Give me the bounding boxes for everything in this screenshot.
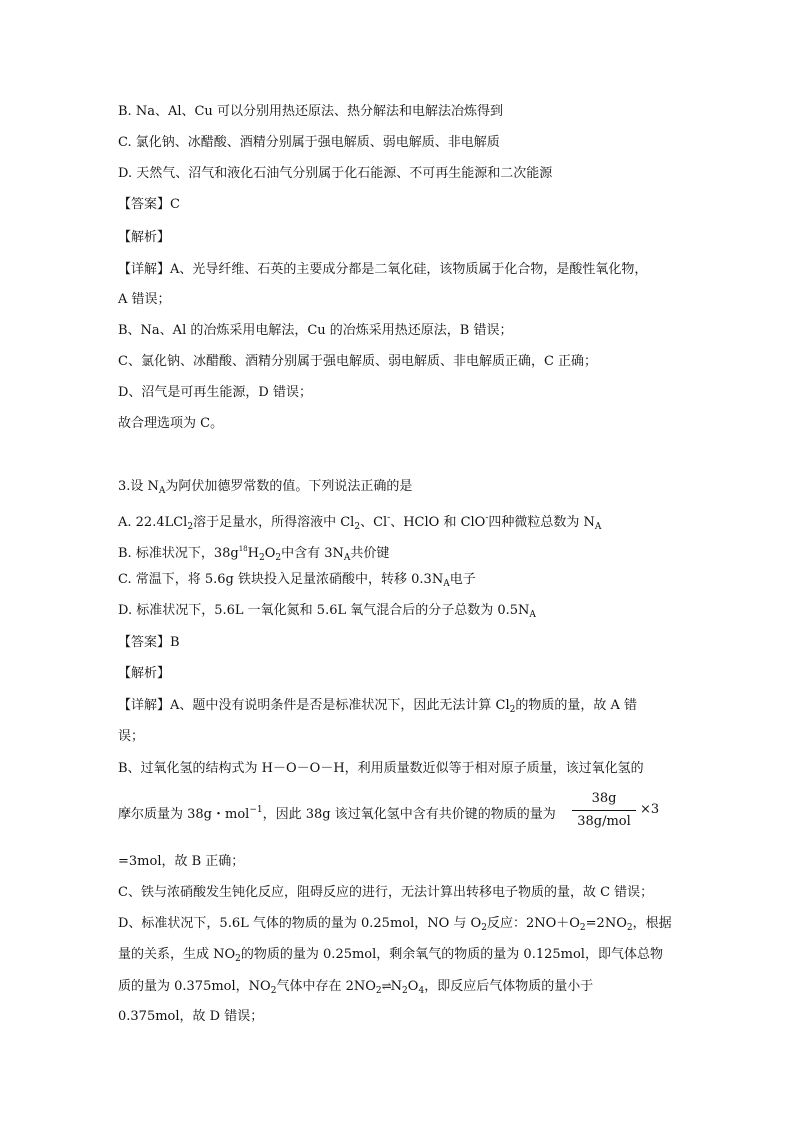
text: 的物质的量，故 A 错 (515, 698, 638, 713)
stem-text: 为阿伏加德罗常数的值。下列说法正确的是 (165, 479, 413, 494)
q3-detail-d-cont1 (118, 945, 663, 969)
q3-option-c (118, 570, 476, 594)
stem-text: 3.设 N (118, 479, 159, 494)
q3-option-d (118, 601, 536, 625)
subscript: 2 (258, 553, 265, 563)
text: 四种微粒总数为 N (488, 515, 595, 530)
text: =2NO (585, 916, 627, 931)
fraction (572, 790, 636, 831)
subscript: 4 (418, 986, 425, 996)
superscript: 18 (238, 545, 248, 553)
superscript: - (485, 513, 489, 523)
text: A. 22.4LCl (118, 515, 188, 530)
text: H (247, 546, 259, 561)
subscript: 2 (187, 522, 194, 532)
q2-detail-b: B、Na、Al 的冶炼采用电解法，Cu 的冶炼采用热还原法，B 错误； (118, 323, 513, 338)
equilibrium-arrow-icon: ⇌ (381, 979, 391, 993)
text: ，因此 38g 该过氧化氢中含有共价键的物质的量为 (262, 807, 556, 822)
subscript: A (158, 486, 166, 496)
text: 【详解】A、题中没有说明条件是否是标准状况下，因此无法计算 Cl (118, 698, 510, 713)
q3-option-b (118, 539, 389, 568)
q3-answer: 【答案】B (118, 635, 180, 650)
text: ，根据 (632, 916, 672, 931)
q2-detail-c: C、氯化钠、冰醋酸、酒精分别属于强电解质、弱电解质、非电解质正确，C 正确； (118, 354, 598, 369)
subscript: 2 (375, 986, 382, 996)
q2-option-d: D. 天然气、沼气和液化石油气分别属于化石能源、不可再生能源和二次能源 (118, 166, 553, 181)
subscript: A (594, 522, 602, 532)
q3-stem (118, 477, 412, 501)
text: 摩尔质量为 38g・mol (118, 807, 250, 822)
q2-analysis-label: 【解析】 (118, 230, 171, 245)
q3-detail-d-cont2 (118, 976, 593, 1001)
subscript: A (343, 553, 351, 563)
superscript: −1 (249, 805, 263, 815)
q3-option-a (118, 508, 601, 537)
fraction-numerator: 38g (591, 791, 617, 806)
subscript: 2 (509, 705, 516, 715)
text: 中含有 3N (281, 546, 344, 561)
subscript: 2 (235, 954, 241, 964)
q2-answer: 【答案】C (118, 197, 180, 212)
text: 、HClO 和 ClO (390, 515, 486, 530)
superscript: - (387, 513, 391, 523)
text: 电子 (449, 572, 476, 587)
text: 气体中存在 2NO (276, 979, 376, 994)
text: C. 常温下，将 5.6g 铁块投入足量浓硝酸中，转移 0.3N (118, 572, 444, 587)
text: N (390, 979, 403, 994)
subscript: 2 (481, 923, 487, 933)
text: 量的关系，生成 NO (118, 947, 236, 962)
text: O (264, 546, 276, 561)
subscript: 2 (579, 923, 586, 933)
text: D. 标准状况下，5.6L 一氧化氮和 5.6L 氧气混合后的分子总数为 0.5N (118, 603, 530, 618)
multiply-term: ×3 (640, 802, 660, 817)
subscript: 2 (354, 522, 361, 532)
q3-analysis-label: 【解析】 (118, 666, 171, 681)
q2-detail-a: 【详解】A、光导纤维、石英的主要成分都是二氧化硅，该物质属于化合物，是酸性氧化物， (118, 262, 648, 277)
subscript: 2 (626, 923, 633, 933)
q3-detail-a-cont: 误； (118, 729, 145, 744)
text: ，即反应后气体物质的量小于 (424, 979, 594, 994)
q2-option-b: B. Na、Al、Cu 可以分别用热还原法、热分解法和电解法冶炼得到 (118, 104, 503, 119)
fraction-bar (572, 810, 636, 811)
text: D、标准状况下，5.6L 气体的物质的量为 0.25mol，NO 与 O (118, 916, 482, 931)
text: 共价键 (350, 546, 390, 561)
text: 反应：2NO＋O (486, 916, 580, 931)
subscript: A (529, 610, 536, 620)
q2-detail-d: D、沼气是可再生能源，D 错误； (118, 385, 312, 400)
q2-conclusion: 故合理选项为 C。 (118, 416, 224, 431)
q3-detail-a (118, 696, 637, 720)
q3-detail-d (118, 914, 672, 938)
subscript: 2 (275, 553, 282, 563)
q3-detail-c: C、铁与浓硝酸发生钝化反应，阻碍反应的进行，无法计算出转移电子物质的量，故 C 错误； (118, 885, 654, 900)
text: 溶于足量水，所得溶液中 Cl (193, 515, 355, 530)
subscript: 2 (270, 986, 277, 996)
q3-detail-d-cont3: 0.375mol，故 D 错误； (118, 1009, 264, 1024)
text: B. 标准状况下，38g (118, 546, 239, 561)
text: 、Cl (360, 515, 388, 530)
text: 质的量为 0.375mol，NO (118, 979, 271, 994)
q2-detail-a-cont: A 错误； (118, 292, 171, 307)
q2-option-c: C. 氯化钠、冰醋酸、酒精分别属于强电解质、弱电解质、非电解质 (118, 135, 500, 150)
q3-detail-b: B、过氧化氢的结构式为 H－O－O－H，利用质量数近似等于相对原子质量，该过氧化氢的 (118, 761, 644, 776)
q3-detail-b-molar-mass (118, 800, 556, 825)
q3-detail-b-result: =3mol，故 B 正确； (118, 854, 245, 869)
text: O (407, 979, 419, 994)
fraction-denominator: 38g/mol (577, 814, 631, 829)
subscript: A (443, 579, 450, 589)
text: 的物质的量为 0.25mol，剩余氧气的物质的量为 0.125mol，即气体总物 (240, 947, 663, 962)
subscript: 2 (402, 986, 408, 996)
